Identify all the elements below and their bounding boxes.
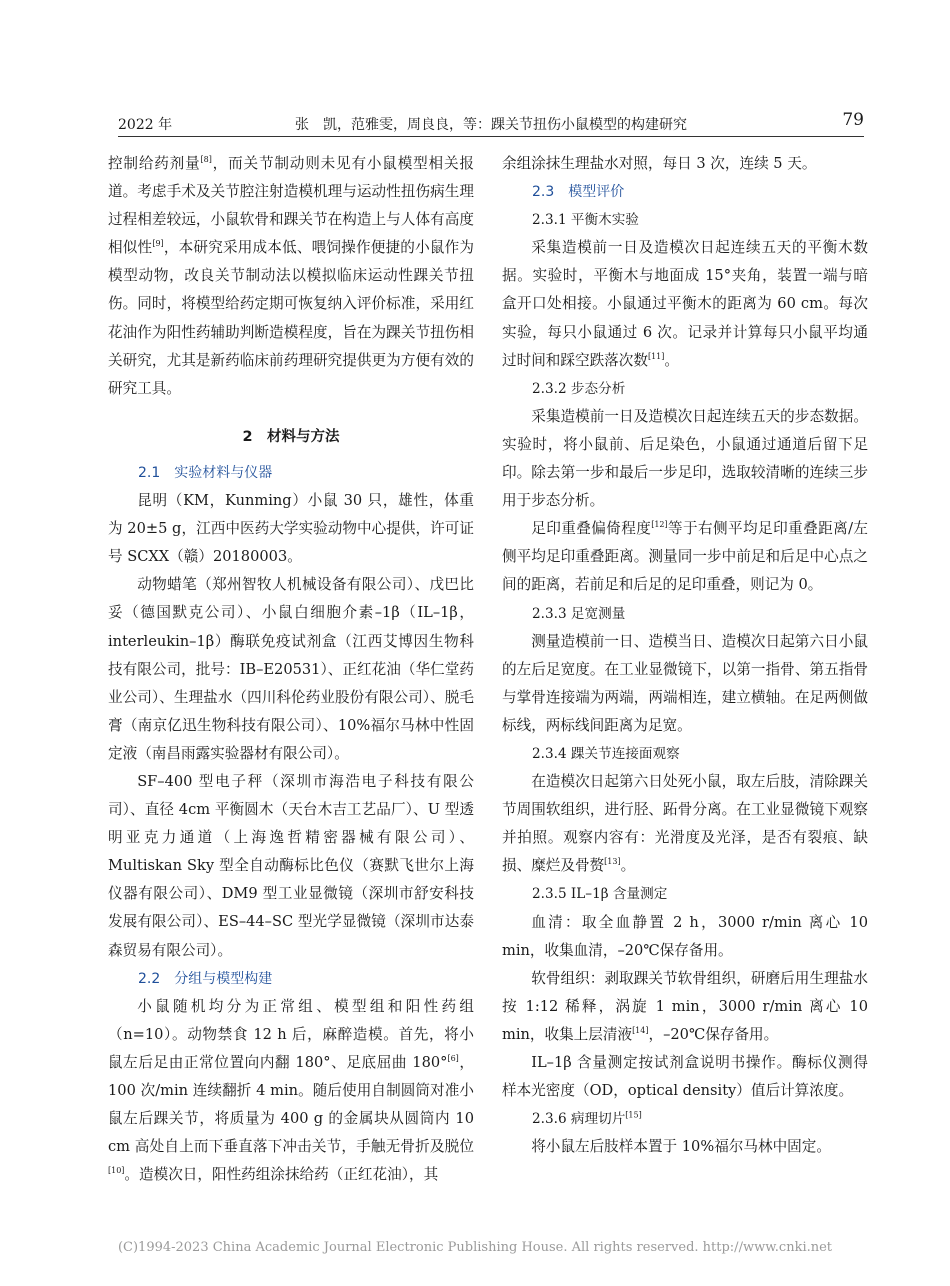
text-run: 控制给药剂量 [108, 155, 201, 172]
text-run: 。 [664, 351, 679, 369]
citation: [10] [108, 1166, 125, 1176]
citation: [11] [647, 351, 665, 361]
subsection-heading: 2.2 分组与模型构建 [138, 970, 273, 987]
running-header [118, 110, 864, 136]
citation: [15] [625, 1110, 642, 1120]
text-run: 。造模次日，阳性药组涂抹给药（正红花油），其 [124, 1166, 439, 1184]
paragraph: 测量造模前一日、造模当日、造模次日起第六日小鼠的左后足宽度。在工业显微镜下，以第一指骨、第五指骨与掌骨连接端为两端，两端相连，建立横轴。在足两侧做标线，两标线间距离为足宽。 [502, 632, 868, 734]
text-run: 等于右侧平均足印重叠距离/左侧平均足印重叠距离。测量同一步中前足和后足中心点之间的距离，若前足和后足的足印重叠，则记为 0。 [502, 520, 868, 594]
paragraph: 血清：取全血静置 2 h，3000 r/min 离心 10 min，收集血清，–20℃保存备用。 [502, 913, 868, 959]
citation: [14] [632, 1026, 649, 1036]
paragraph [502, 768, 868, 880]
citation: [9] [152, 239, 164, 249]
paragraph: IL–1β 含量测定按试剂盒说明书操作。酶标仪测得样本光密度（OD，optical density）值后计算浓度。 [502, 1054, 868, 1100]
subsection-heading: 2.3 模型评价 [532, 184, 625, 201]
text-run: ，100 次/min 连续翻折 4 min。随后使用自制圆筒对准小鼠左后踝关节，将质量为 400 g 的金属块从圆筒内 10 cm 高处自上而下垂直落下冲击关节，手触无骨折及脱位 [108, 1053, 474, 1156]
subsubsection-heading: 2.3.5 IL–1β 含量测定 [532, 886, 668, 903]
citation: [12] [651, 520, 668, 530]
paragraph: 采集造模前一日及造模次日起连续五天的步态数据。实验时，将小鼠前、后足染色，小鼠通过通道后留下足印。除去第一步和最后一步足印，选取较清晰的连续三步用于步态分析。 [502, 407, 868, 510]
paragraph: 动物蜡笔（郑州智牧人机械设备有限公司）、戊巴比妥（德国默克公司）、小鼠白细胞介素–1β（IL–1β，interleukin–1β）酶联免疫试剂盒（江西艾博因生物科技有限公司，批号：IB–E20531）、正红花油（华仁堂药业公司）、生理盐水（四川科伦药业股份有限公司）、脱毛膏（南京亿迅生物科技有限公司）、10%福尔马林中性固定液（南昌雨露实验器材有限公司）。 [108, 576, 474, 762]
page-number: 79 [842, 110, 864, 130]
text-run: 2.3.6 病理切片 [532, 1111, 626, 1128]
text-run: 小鼠随机均分为正常组、模型组和阳性药组（n=10）。动物禁食 12 h 后，麻醉造模。首先，将小鼠左后足由正常位置向内翻 180°、足底屈曲 180° [108, 997, 474, 1071]
subsubsection-heading: 2.3.2 步态分析 [532, 380, 626, 397]
paragraph: SF–400 型电子秤（深圳市海浩电子科技有限公司）、直径 4cm 平衡圆木（天台木吉工艺品厂）、U 型透明亚克力通道（上海逸哲精密器械有限公司）、Multiskan Sky 型全自动酶标比色仪（赛默飞世尔上海仪器有限公司）、DM9 型工业显微镜（深圳市舒安科技发展有限公司）、ES–44–SC 型光学显微镜（深圳市达泰森贸易有限公司）。 [108, 772, 474, 959]
journal-year: 2022 年 [118, 117, 173, 133]
text-run: 足印重叠偏倚程度 [531, 520, 652, 538]
citation: [6] [447, 1054, 459, 1064]
paragraph: 昆明（KM，Kunming）小鼠 30 只，雄性，体重为 20±5 g，江西中医药大学实验动物中心提供，许可证号 SCXX（赣）20180003。 [108, 492, 474, 566]
text-run: 。 [620, 857, 636, 875]
subsubsection-heading: 2.3.4 踝关节连接面观察 [532, 745, 680, 762]
citation: [8] [200, 155, 212, 165]
section-heading: 2 材料与方法 [242, 428, 340, 445]
right-column [502, 150, 868, 1161]
paragraph [108, 993, 474, 1190]
copyright-footer: (C)1994-2023 China Academic Journal Electronic Publishing House. All rights reserved. http://www.cnki.net [117, 1240, 833, 1255]
text-run: ，本研究采用成本低、喂饲操作便捷的小鼠作为模型动物，改良关节制动法以模拟临床运动性踝关节扭伤。同时，将模型给药定期可恢复纳入评价标准，采用红花油作为阳性药辅助判断造模程度，旨在为踝关节扭伤相关研究，尤其是新药临床前药理研究提供更为方便有效的研究工具。 [108, 239, 474, 397]
text-run: 在造模次日起第六日处死小鼠，取左后肢，清除踝关节周围软组织，进行胫、跖骨分离。在工业显微镜下观察并拍照。观察内容有：光滑度及光泽，是否有裂痕、缺损、糜烂及骨赘 [502, 773, 868, 875]
paragraph [502, 234, 868, 374]
subsubsection-heading: 2.3.3 足宽测量 [532, 605, 626, 622]
text-run: 软骨组织：剥取踝关节软骨组织，研磨后用生理盐水按 1:12 稀释，涡旋 1 min，3000 r/min 离心 10 min，收集上层清液 [502, 969, 868, 1043]
text-run: 采集造模前一日及造模次日起连续五天的平衡木数据。实验时，平衡木与地面成 15°夹角，装置一端与暗盒开口处相接。小鼠通过平衡木的距离为 60 cm。每次实验，每只小鼠通过 6 次。记录并计算每只小鼠平均通过时间和踩空跌落次数 [502, 239, 868, 369]
running-title: 张 凯，范雅雯，周良良，等：踝关节扭伤小鼠模型的构建研究 [295, 117, 687, 133]
subsubsection-heading: 2.3.1 平衡木实验 [532, 212, 639, 229]
paragraph [502, 515, 868, 599]
text-run: ，而关节制动则未见有小鼠模型相关报道。考虑手术及关节腔注射造模机理与运动性扭伤病生理过程相差较远，小鼠软骨和踝关节在构造上与人体有高度相似性 [108, 155, 474, 257]
text-run: ，–20℃保存备用。 [648, 1025, 779, 1043]
subsubsection-heading [502, 1105, 868, 1133]
subsection-heading: 2.1 实验材料与仪器 [138, 464, 273, 481]
left-column [108, 150, 474, 1189]
paragraph [108, 150, 474, 403]
paragraph: 将小鼠左后肢样本置于 10%福尔马林中固定。 [531, 1138, 831, 1156]
header-rule [118, 136, 864, 137]
citation: [13] [604, 857, 621, 867]
paragraph [502, 965, 868, 1049]
paragraph: 余组涂抹生理盐水对照，每日 3 次，连续 5 天。 [502, 155, 817, 172]
